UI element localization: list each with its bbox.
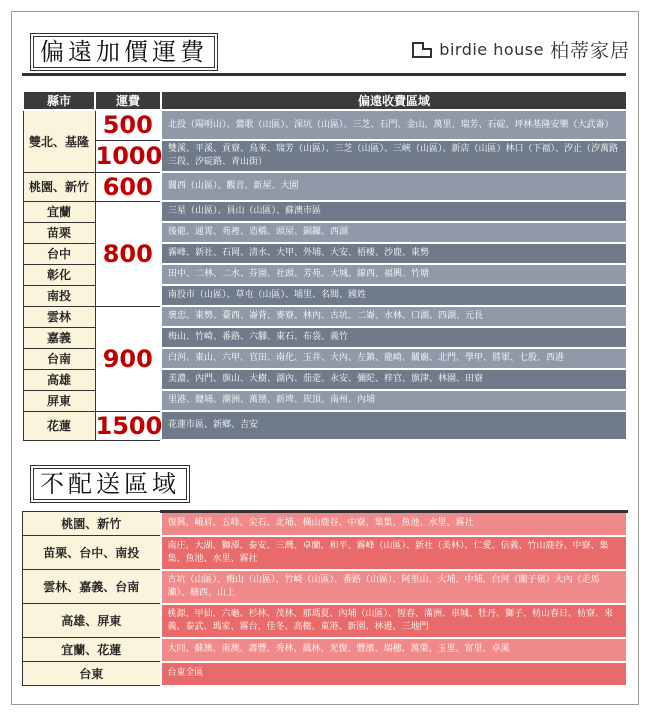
table-row xyxy=(23,306,627,327)
region-cell: 桃園、新竹 xyxy=(23,512,161,536)
region-cell: 雲林 xyxy=(23,306,95,327)
areas-cell: 梅山、竹崎、番路、六腳、東石、布袋、義竹 xyxy=(161,327,627,348)
areas-cell: 南投市（山區）、草屯（山區）、埔里、名間、國姓 xyxy=(161,285,627,306)
header-fee: 運費 xyxy=(95,91,161,110)
areas-cell: 台東全區 xyxy=(161,662,628,686)
areas-cell: 里港、鹽埔、潮洲、萬巒、新埤、崁頂、南州、內埔 xyxy=(161,390,627,411)
fee-cell: 900 xyxy=(95,306,161,411)
fee-cell: 1000 xyxy=(95,142,163,170)
region-cell: 宜蘭、花蓮 xyxy=(23,638,161,662)
region-cell: 彰化 xyxy=(23,264,95,285)
region-cell: 屏東 xyxy=(23,390,95,411)
areas-cell: 白河、東山、六甲、官田、南化、玉井、大內、左鎮、龍崎、關廟、北門、學甲、將軍、七股、西港 xyxy=(161,348,627,369)
areas-cell: 復興、峨眉、五峰、尖石、北埔、橫山鹿谷、中寮、集集、魚池、水里、霧社 xyxy=(161,512,628,536)
fee-cell: 600 xyxy=(95,172,161,201)
region-cell: 苗栗 xyxy=(23,222,95,243)
fee-section-title xyxy=(30,33,218,71)
region-cell: 雲林、嘉義、台南 xyxy=(23,570,161,604)
no-delivery-section-title-text: 不配送區域 xyxy=(33,468,187,500)
fee-section-title-text: 偏遠加價運費 xyxy=(33,36,215,68)
no-delivery-section-title xyxy=(30,465,190,503)
region-cell: 台中 xyxy=(23,243,95,264)
areas-cell: 褒忠、東勢、臺西、崙背、麥寮、林內、古坑、二崙、水林、口湖、四湖、元長 xyxy=(161,306,627,327)
areas-cell: 南庄、大湖、獅潭、泰安、三灣、卓蘭、和平、霧峰（山區）、新社（美林）、仁愛、信義、竹山鹿谷、中寮、集集、魚池、水里、霧社 xyxy=(161,536,628,570)
region-cell: 桃園、新竹 xyxy=(23,172,95,201)
fee-table xyxy=(22,90,628,441)
areas-cell: 田中、二林、二水、芬園、社頭、芳苑、大城、線西、福興、竹塘 xyxy=(161,264,627,285)
areas-cell: 古坑（山區）、梅山（山區）、竹崎（山區）、番路（山區）、阿里山、大埔、中埔、白河（關子嶺）大內（走馬瀨）、楠西、山上 xyxy=(161,570,628,604)
header-areas: 偏遠收費區域 xyxy=(161,91,627,110)
areas-cell: 霧峰、新社、石岡、清水、大甲、外埔、大安、梧棲、沙鹿、東勢 xyxy=(161,243,627,264)
title-divider xyxy=(22,73,626,76)
region-cell: 高雄 xyxy=(23,369,95,390)
areas-cell: 大同、蘇澳、南澳、壽豐、秀林、鳳林、光復、豐濱、瑞穗、萬榮、玉里、富里、卓溪 xyxy=(161,638,628,662)
region-cell: 雙北、基隆 xyxy=(23,110,95,172)
table-row xyxy=(23,201,627,222)
table-row xyxy=(23,140,627,172)
table-row xyxy=(23,638,628,662)
fee-cell: 800 xyxy=(95,201,161,306)
table-row xyxy=(23,570,628,604)
brand-name-en: birdie house xyxy=(439,40,544,59)
region-cell: 宜蘭 xyxy=(23,201,95,222)
areas-cell: 花蓮市區、新鄉、吉安 xyxy=(161,411,627,440)
areas-cell: 關西（山區）、觀音、新屋、大園 xyxy=(161,172,627,201)
table-row xyxy=(23,662,628,686)
areas-cell: 三星（山區）、員山（山區）、蘇澳市區 xyxy=(161,201,627,222)
brand-name-zh: 柏蒂家居 xyxy=(549,40,630,62)
areas-cell: 後龍、通霄、苑裡、造橋、頭屋、銅鑼、西湖 xyxy=(161,222,627,243)
areas-cell: 雙溪、平溪、貢寮、烏來、瑞芳（山區）、三芝（山區）、三峽（山區）、新店（山區）林口（下福）、汐止（汐萬路三段、汐碇路、青山街） xyxy=(161,140,627,172)
areas-cell: 美濃、內門、旗山、大樹、湖內、茄萣、永安、彌陀、梓官、旗津、林園、田寮 xyxy=(161,369,627,390)
areas-cell: 桃源、甲仙、六龜、杉林、茂林、那瑪夏、內埔（山區）、恆春、滿洲、車城、牡丹、獅子、枋山春日、枋寮、來義、泰武、瑪家、霧台、佳冬、高樹、東港、新園、林邊、三地門 xyxy=(161,604,628,638)
region-cell: 台東 xyxy=(23,662,161,686)
no-delivery-table xyxy=(22,510,628,687)
table-row xyxy=(23,536,628,570)
table-row xyxy=(23,172,627,201)
fee-cell: 500 xyxy=(95,110,161,140)
region-cell: 高雄、屏東 xyxy=(23,604,161,638)
header-region: 縣市 xyxy=(23,91,95,110)
table-row xyxy=(23,512,628,536)
region-cell: 台南 xyxy=(23,348,95,369)
brand xyxy=(411,36,630,63)
areas-cell: 北投（陽明山）、鶯歌（山區）、深坑（山區）、三芝、石門、金山、萬里、瑞芳、石碇、坪林基隆安樂（大武崙） xyxy=(161,110,627,140)
region-cell: 花蓮 xyxy=(23,411,95,440)
region-cell: 嘉義 xyxy=(23,327,95,348)
region-cell: 苗栗、台中、南投 xyxy=(23,536,161,570)
table-row xyxy=(23,411,627,440)
fee-table-header xyxy=(23,91,627,110)
region-cell: 南投 xyxy=(23,285,95,306)
table-row xyxy=(23,604,628,638)
table-row xyxy=(23,110,627,140)
fee-cell: 1500 xyxy=(95,411,163,440)
birdie-house-logo-icon xyxy=(411,41,433,59)
